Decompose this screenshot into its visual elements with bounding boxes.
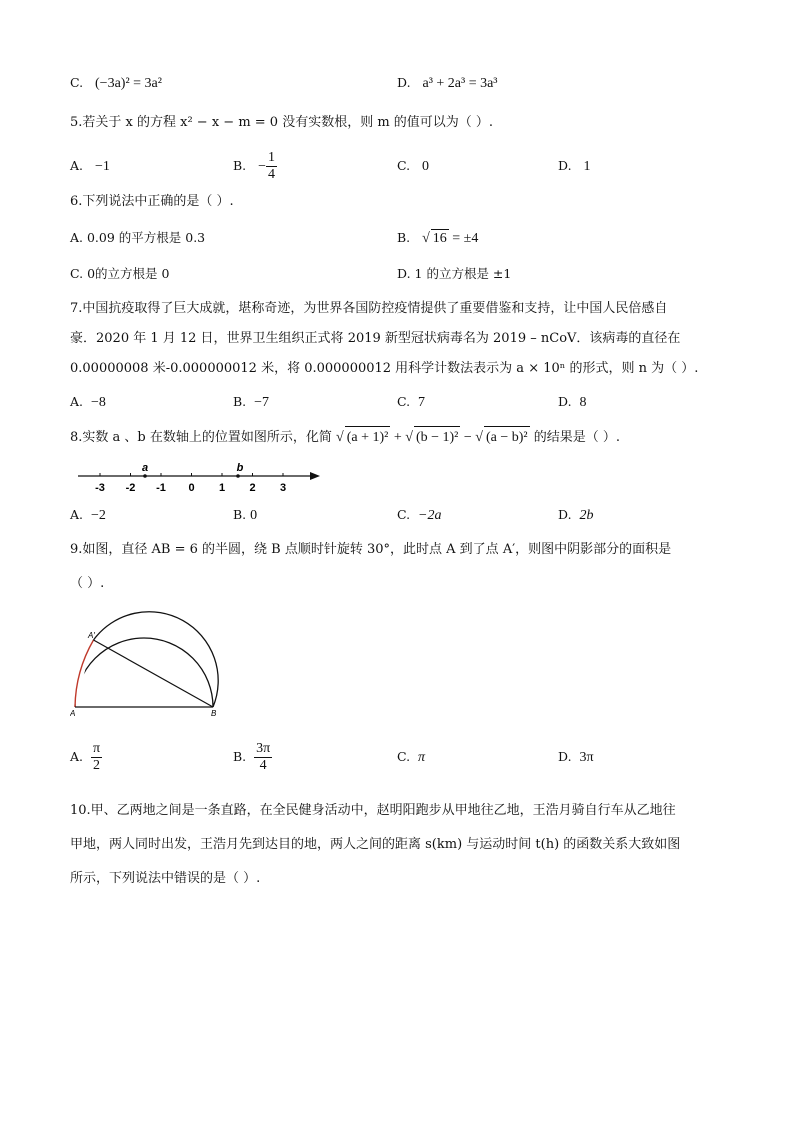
q6-b-label: B. [397, 230, 411, 245]
q7-a-label: A. [70, 394, 84, 409]
q9-c-value: π [418, 750, 426, 765]
q8-plus: + [390, 430, 406, 445]
q8-option-d [558, 506, 594, 525]
q7-c-label: C. [397, 394, 411, 409]
point-a-dot [143, 474, 147, 478]
q6-b-radicand: 16 [432, 231, 447, 246]
q8-option-c [397, 506, 442, 525]
q4-option-c-label: C. [70, 75, 84, 90]
q5-b-sign: − [258, 159, 266, 174]
q9-stem: 9.如图，直径 AB = 6 的半圆，绕 B 点顺时针旋转 30°，此时点 A 到了点 A′，则图中阴影部分的面积是 [70, 542, 672, 557]
tick-label: 0 [188, 482, 195, 494]
tick-label: -3 [95, 482, 105, 494]
q8-d-label: D. [558, 507, 572, 522]
point-a-label: a [141, 462, 149, 474]
q6-stem: 6.下列说法中正确的是（ ）. [70, 194, 234, 209]
tick-label: -2 [125, 482, 136, 494]
q5-b-num: 1 [268, 150, 275, 165]
q8-stem-post: 的结果是（ ）. [529, 430, 620, 445]
label-a: A [70, 709, 76, 718]
q9-a-den: 2 [93, 758, 100, 773]
original-semicircle-arc [75, 638, 213, 707]
q6-b-rest: = ±4 [448, 231, 479, 246]
q9-option-c [397, 748, 425, 767]
q7-d-value: 8 [579, 395, 587, 410]
q8-stem: 8.实数 a 、b 在数轴上的位置如图所示，化简 √ (a + 1)² + √ (b − 1)² − √ (a − b)² 的结果是（ ）. [70, 426, 620, 449]
q7-line-3: 0.00000008 米-0.000000012 米，将 0.000000012 用科学计数法表示为 a × 10ⁿ 的形式，则 n 为（ ）. [70, 361, 699, 376]
q7-a-value: −8 [90, 395, 106, 410]
q5-option-b [233, 146, 277, 187]
q9-option-a [70, 737, 102, 777]
q9-a-label: A. [70, 749, 84, 764]
q9-a-fraction [91, 741, 102, 774]
tick-label: 2 [249, 482, 256, 494]
q7-c-value: 7 [418, 395, 426, 410]
q5-stem: 5.若关于 x 的方程 x² − x − m = 0 没有实数根，则 m 的值可以为（ ）. [70, 115, 494, 130]
label-a-prime: A′ [88, 631, 95, 640]
q5-b-fraction [266, 150, 277, 183]
q9-b-label: B. [233, 749, 247, 764]
q5-b-den: 4 [268, 167, 275, 182]
q8-c-value: −2a [418, 508, 442, 523]
semicircle-figure [70, 598, 240, 720]
q4-option-d-label: D. [397, 75, 411, 90]
q8-option-b [233, 506, 257, 525]
q10-line-1: 10.甲、乙两地之间是一条直路，在全民健身活动中，赵明阳跑步从甲地往乙地，王浩月骑自行车从乙地往 [70, 803, 676, 818]
q8-radicand-2: (b − 1)² [414, 426, 460, 449]
q8-minus: − [460, 430, 476, 445]
q5-a-label: A. [70, 158, 84, 173]
q7-option-b [233, 393, 269, 412]
q8-stem-pre: 8.实数 a 、b 在数轴上的位置如图所示，化简 [70, 430, 332, 445]
q9-b-num: 3π [256, 741, 271, 756]
q7-b-value: −7 [254, 395, 270, 410]
q5-option-a [70, 157, 110, 176]
q7-line-1: 7.中国抗疫取得了巨大成就，堪称奇迹，为世界各国防控疫情提供了重要借鉴和支持，让中国人民倍感自 [70, 301, 668, 316]
q9-b-fraction [254, 741, 272, 774]
q8-a-value: −2 [90, 508, 106, 523]
q5-a-value: −1 [94, 159, 110, 174]
tick-label: -1 [156, 482, 166, 494]
q8-b-label: B. [233, 507, 247, 522]
number-line-arrow [310, 472, 320, 480]
q5-c-value: 0 [422, 159, 430, 174]
q4-option-c [70, 74, 162, 93]
q9-a-num: π [92, 741, 101, 756]
q6-option-c: C. 0的立方根是 0 [70, 266, 170, 281]
q7-d-label: D. [558, 394, 572, 409]
q6-option-a: A. 0.09 的平方根是 0.3 [70, 230, 206, 245]
q4-option-d [397, 74, 498, 93]
q9-option-d [558, 748, 594, 767]
q7-option-d [558, 393, 587, 412]
q8-radicand-3: (a − b)² [484, 426, 530, 449]
q5-option-c [397, 157, 429, 176]
q6-option-b: B. √ 16 = ±4 [397, 230, 479, 246]
number-line-figure [70, 456, 330, 498]
q4-option-c-expr: (−3a)² = 3a² [95, 76, 162, 91]
q5-b-label: B. [233, 158, 247, 173]
q8-b-value: 0 [250, 508, 258, 523]
q7-b-label: B. [233, 394, 247, 409]
q9-d-value: 3π [579, 750, 594, 765]
q9-option-b [233, 737, 272, 777]
q9-stem-2: （ ）. [70, 576, 105, 591]
q9-d-label: D. [558, 749, 572, 764]
q8-d-value: 2b [579, 508, 594, 523]
point-b-dot [236, 474, 240, 478]
q8-a-label: A. [70, 507, 84, 522]
q8-c-label: C. [397, 507, 411, 522]
q7-option-c [397, 393, 425, 412]
q5-d-value: 1 [583, 159, 591, 174]
q10-line-3: 所示，下列说法中错误的是（ ）. [70, 871, 261, 886]
q4-option-d-expr: a³ + 2a³ = 3a³ [422, 76, 498, 91]
q5-d-label: D. [558, 158, 572, 173]
q8-radicand-1: (a + 1)² [345, 426, 391, 449]
q8-option-a [70, 506, 106, 525]
point-b-label: b [236, 462, 244, 474]
label-b: B [211, 709, 217, 718]
tick-label: 1 [218, 482, 226, 494]
q9-b-den: 4 [259, 758, 267, 773]
q7-line-2: 豪．2020 年 1 月 12 日，世界卫生组织正式将 2019 新型冠状病毒名为 2019 – nCoV．该病毒的直径在 [70, 331, 681, 346]
q7-option-a [70, 393, 106, 412]
q5-c-label: C. [397, 158, 411, 173]
q10-line-2: 甲地，两人同时出发，王浩月先到达目的地，两人之间的距离 s(km) 与运动时间 t(h) 的函数关系大致如图 [70, 837, 681, 852]
q5-option-d [558, 157, 590, 176]
tick-label: 3 [279, 482, 287, 494]
q6-option-d: D. 1 的立方根是 ±1 [397, 266, 512, 281]
q9-c-label: C. [397, 749, 411, 764]
